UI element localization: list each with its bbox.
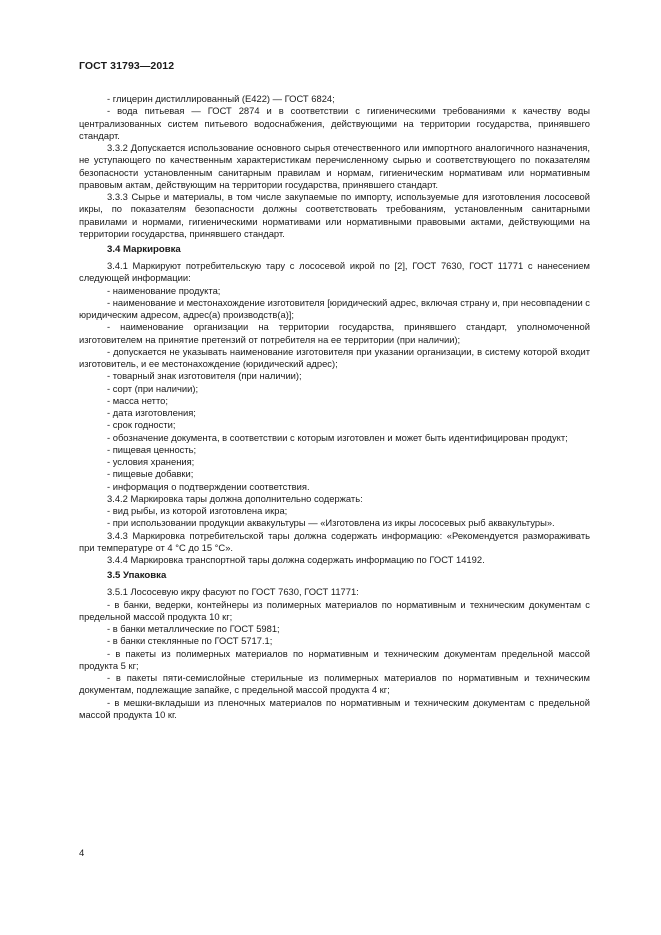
paragraph: 3.5.1 Лососевую икру фасуют по ГОСТ 7630, ГОСТ 11771: <box>107 586 359 598</box>
paragraph: - наименование продукта; <box>107 284 221 296</box>
paragraph: 3.4.2 Маркировка тары должна дополнительно содержать: <box>107 492 363 504</box>
paragraph: 3.3.3 Сырье и материалы, в том числе закупаемые по импорту, используемые для изготовления лососевой икры, по показателям безопасности должны соответствовать требованиям, установленным санитарными правилами и нормами, гигиеническими нормативами или нормативными правовыми актами, действующими на территории государства, принявшего стандарт. <box>79 191 590 239</box>
paragraph: - в мешки-вкладыши из пленочных материалов по нормативным и техническим документам с предельной массой продукта 10 кг. <box>79 696 590 720</box>
paragraph: - пищевые добавки; <box>107 468 194 480</box>
section-heading: 3.5 Упаковка <box>107 570 167 582</box>
paragraph: - в пакеты из полимерных материалов по нормативным и техническим документам предельной массой продукта 5 кг; <box>79 647 590 671</box>
paragraph: 3.4.4 Маркировка транспортной тары должна содержать информацию по ГОСТ 14192. <box>107 554 485 565</box>
paragraph: 3.4.1 Маркируют потребительскую тару с лососевой икрой по [2], ГОСТ 7630, ГОСТ 11771 с нанесением следующей информации: <box>79 260 590 284</box>
paragraph: - срок годности; <box>107 419 176 431</box>
paragraph: 3.3.2 Допускается использование основного сырья отечественного или импортного аналогичного назначения, не уступающего по качественным характеристикам перечисленному сырью и соответствующего по показателям безопасности установленным санитарным правилам и нормам, гигиеническим нормативам или нормативным правовым актам, действующим на территории государства, принявшего стандарт. <box>79 142 590 190</box>
page-number: 4 <box>79 848 85 859</box>
paragraph: - пищевая ценность; <box>107 443 197 455</box>
document-body <box>79 93 590 721</box>
paragraph: - условия хранения; <box>107 456 195 467</box>
paragraph: - вода питьевая — ГОСТ 2874 и в соответствии с гигиеническими требованиями к качеству воды централизованных систем питьевого водоснабжения, действующими на территории государства, принявшего стандарт. <box>79 105 590 141</box>
paragraph: - информация о подтверждении соответствия. <box>107 480 310 492</box>
paragraph: - наименование и местонахождение изготовителя [юридический адрес, включая страну и, при несовпадении с юридическим адресом, адрес(а) производств(а)]; <box>79 296 590 320</box>
paragraph: - обозначение документа, в соответствии с которым изготовлен и может быть идентифицирован продукт; <box>107 431 568 443</box>
paragraph: 3.4.3 Маркировка потребительской тары должна содержать информацию: «Рекомендуется размораживать при температуре от 4 °С до 15 °С». <box>79 529 590 553</box>
paragraph: - сорт (при наличии); <box>107 382 199 394</box>
paragraph: - товарный знак изготовителя (при наличии); <box>107 370 302 382</box>
paragraph: - вид рыбы, из которой изготовлена икра; <box>107 505 288 516</box>
document-header: ГОСТ 31793—2012 <box>79 60 175 72</box>
section-heading: 3.4 Маркировка <box>107 244 181 255</box>
paragraph: - допускается не указывать наименование изготовителя при указании организации, в систему которой входит изготовитель, и ее местонахождение (юридический адрес); <box>79 345 590 369</box>
paragraph: - в банки, ведерки, контейнеры из полимерных материалов по нормативным и техническим документам с предельной массой продукта 10 кг; <box>79 598 590 622</box>
paragraph: - наименование организации на территории государства, принявшего стандарт, уполномоченной изготовителем на принятие претензий от потребителя на ее территории (при наличии); <box>79 321 590 345</box>
paragraph: - в банки металлические по ГОСТ 5981; <box>107 623 280 634</box>
paragraph: - дата изготовления; <box>107 407 196 418</box>
paragraph: - в пакеты пяти-семислойные стерильные из полимерных материалов по нормативным и техническим документам, подлежащие запайке, с предельной массой продукта 4 кг; <box>79 672 590 696</box>
paragraph: - в банки стеклянные по ГОСТ 5717.1; <box>107 635 273 647</box>
paragraph: - при использовании продукции аквакультуры — «Изготовлена из икры лососевых рыб аквакультуры». <box>107 517 555 529</box>
paragraph: - глицерин дистиллированный (Е422) — ГОСТ 6824; <box>107 93 335 104</box>
paragraph: - масса нетто; <box>107 394 168 406</box>
